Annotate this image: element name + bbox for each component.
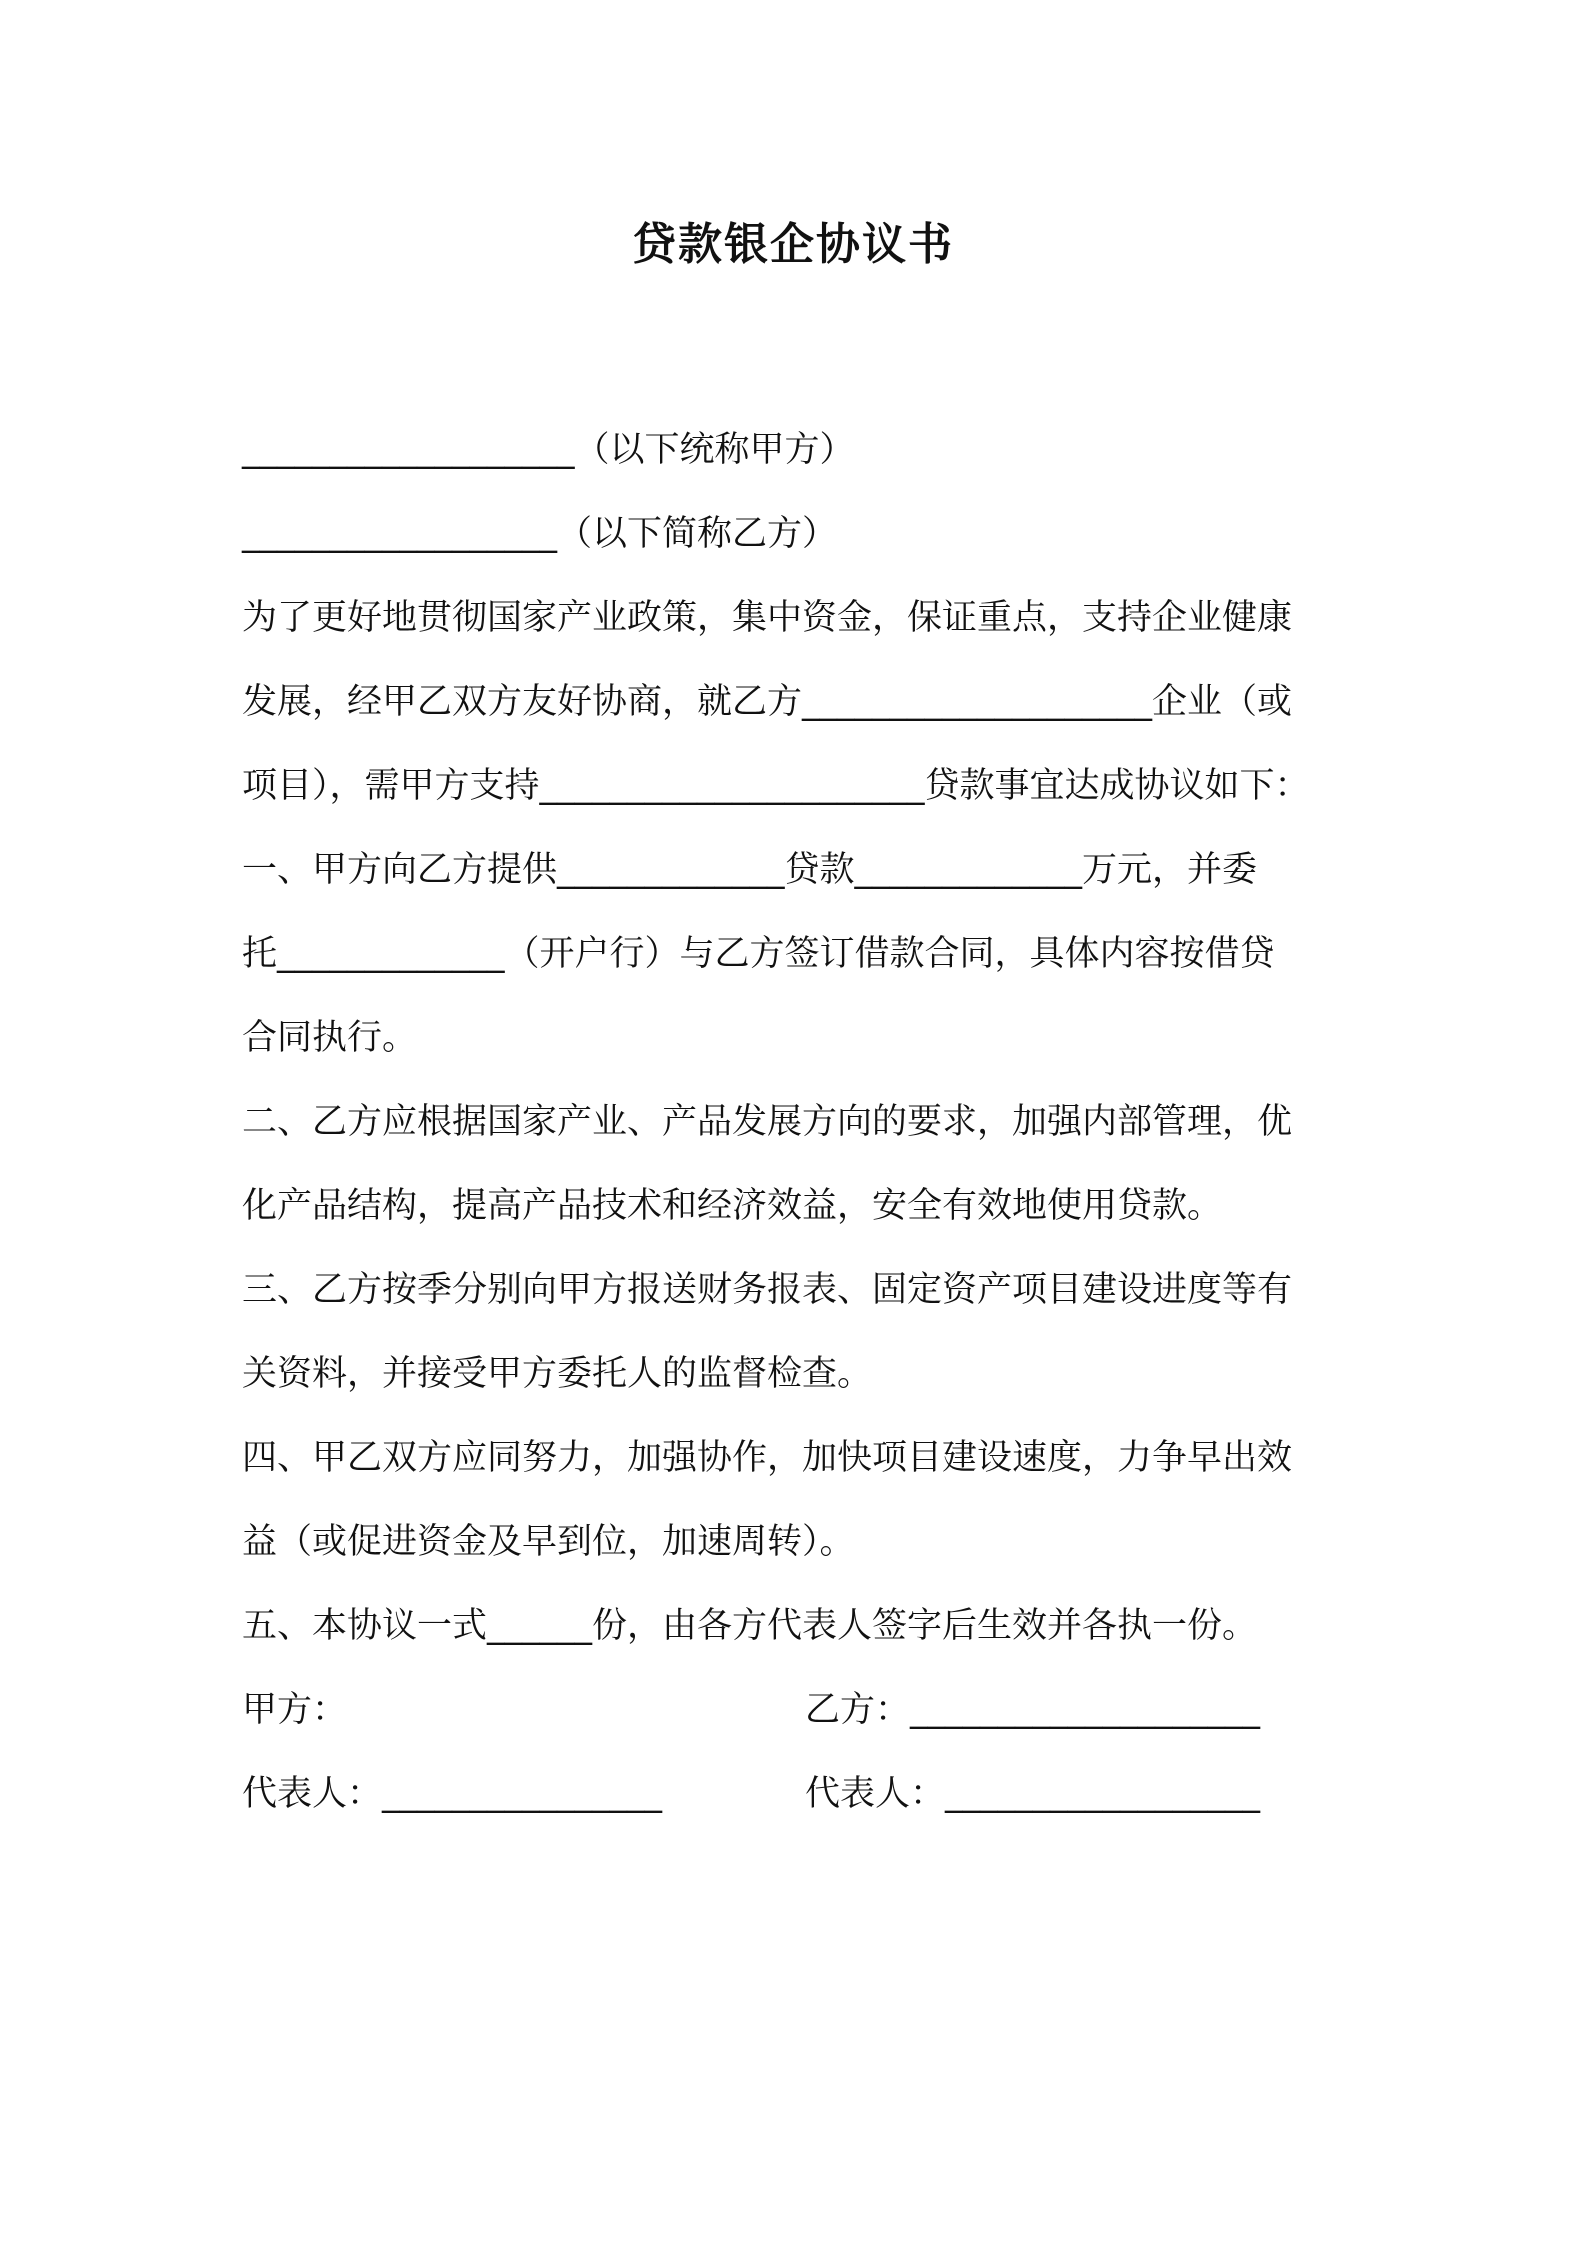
party-b-signature-label: 乙方：____________________ [805,1690,1261,1730]
document-body [242,408,1362,1836]
representative-a-label: 代表人：________________ [242,1774,663,1814]
signature-row-representatives [242,1752,1362,1836]
clause-3-line-1: 三、乙方按季分别向甲方报送财务报表、固定资产项目建设进度等有 [242,1270,1293,1310]
party-a-line: ___________________（以下统称甲方） [242,430,855,470]
clause-2-line-2: 化产品结构，提高产品技术和经济效益，安全有效地使用贷款。 [242,1186,1223,1226]
clause-4-line-2: 益（或促进资金及早到位，加速周转）。 [242,1522,855,1562]
preamble-line-3: 项目），需甲方支持______________________贷款事宜达成协议如下： [242,766,1310,806]
clause-4-line-1: 四、甲乙双方应同努力，加强协作，加快项目建设速度，力争早出效 [242,1438,1293,1478]
party-a-signature-label: 甲方： [242,1690,348,1730]
preamble-line-2: 发展，经甲乙双方友好协商，就乙方____________________企业（或 [242,682,1293,722]
clause-1-line-3: 合同执行。 [242,1018,418,1058]
clause-1-line-1: 一、甲方向乙方提供_____________贷款_____________万元，并委 [242,850,1258,890]
preamble-line-1: 为了更好地贯彻国家产业政策，集中资金，保证重点，支持企业健康 [242,598,1293,638]
party-b-line: __________________（以下简称乙方） [242,514,838,554]
clause-1-line-2: 托_____________（开户行）与乙方签订借款合同，具体内容按借贷 [242,934,1275,974]
clause-3-line-2: 关资料，并接受甲方委托人的监督检查。 [242,1354,873,1394]
clause-5-line-1: 五、本协议一式______份，由各方代表人签字后生效并各执一份。 [242,1606,1258,1646]
document-title: 贷款银企协议书 [632,219,954,270]
clause-2-line-1: 二、乙方应根据国家产业、产品发展方向的要求，加强内部管理，优 [242,1102,1293,1142]
signature-row-parties [242,1668,1362,1752]
representative-b-label: 代表人：__________________ [805,1774,1261,1814]
